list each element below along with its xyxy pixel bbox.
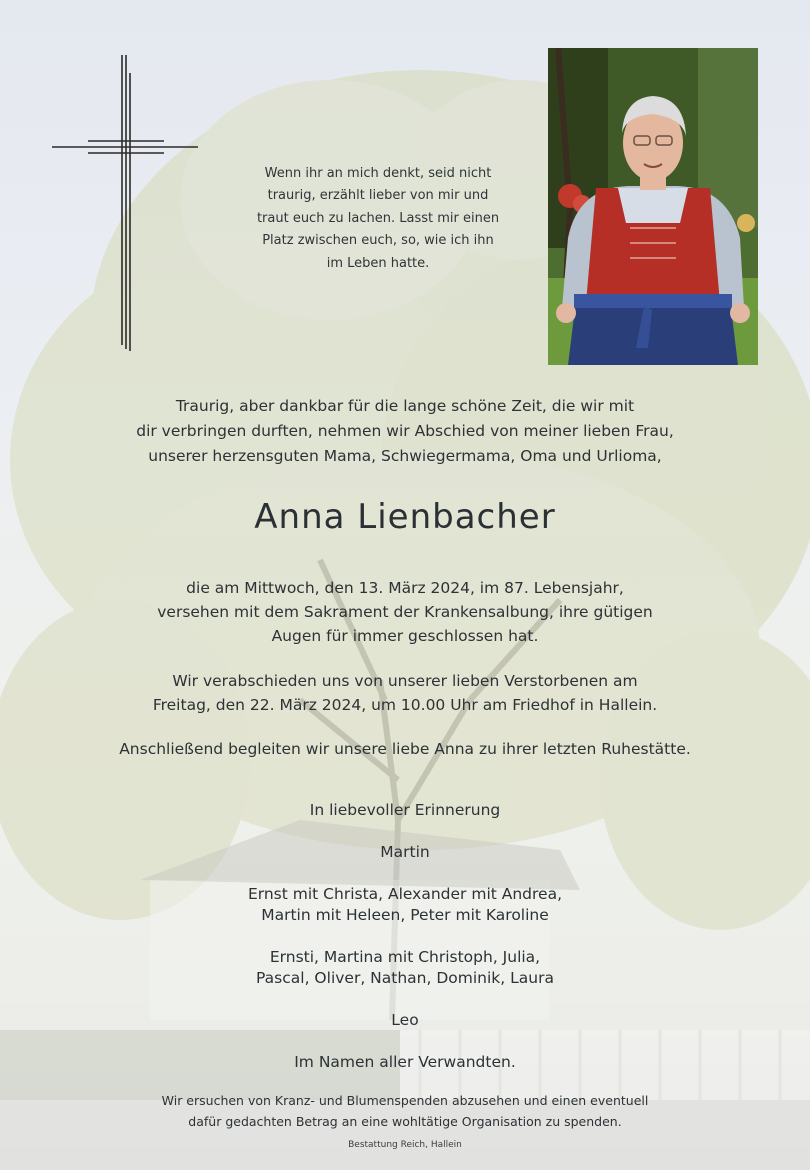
mourner-children-line: Martin mit Heleen, Peter mit Karoline xyxy=(261,906,549,924)
deceased-name: Anna Lienbacher xyxy=(254,497,556,537)
mourner-grandchildren-line: Pascal, Oliver, Nathan, Dominik, Laura xyxy=(256,969,554,987)
intro-line: dir verbringen durften, nehmen wir Abschied von meiner lieben Frau, xyxy=(136,422,674,440)
details-line: die am Mittwoch, den 13. März 2024, im 87. Lebensjahr, xyxy=(186,579,624,597)
cross-icon xyxy=(52,55,200,351)
request-line: Wir ersuchen von Kranz- und Blumenspenden abzusehen und einen eventuell xyxy=(161,1093,649,1108)
quote-line: traut euch zu lachen. Lasst mir einen xyxy=(256,210,500,226)
details-line: Augen für immer geschlossen hat. xyxy=(271,627,539,645)
mourner-great-grandchild: Leo xyxy=(391,1011,419,1029)
request-line: dafür gedachten Betrag an eine wohltätige Organisation zu spenden. xyxy=(188,1114,622,1129)
quote-line: Wenn ihr an mich denkt, seid nicht xyxy=(264,166,492,181)
quote-line: im Leben hatte. xyxy=(326,255,430,271)
donation-request xyxy=(40,1090,770,1132)
intro-line: Traurig, aber dankbar für die lange schöne Zeit, die wir mit xyxy=(175,397,635,415)
intro-line: unserer herzensguten Mama, Schwiegermama, Oma und Urlioma, xyxy=(148,447,662,465)
funeral-service-info xyxy=(40,669,770,717)
quote-line: traurig, erzählt lieber von mir und xyxy=(267,188,489,204)
memorial-quote xyxy=(222,163,534,275)
mourner-husband: Martin xyxy=(380,843,430,861)
mourner-grandchildren-line: Ernsti, Martina mit Christoph, Julia, xyxy=(269,948,541,966)
details-line: versehen mit dem Sakrament der Krankensalbung, ihre gütigen xyxy=(157,603,653,621)
mourners-closing: Im Namen aller Verwandten. xyxy=(294,1053,516,1071)
mourner-children-line: Ernst mit Christa, Alexander mit Andrea, xyxy=(247,885,563,903)
mourners-heading: In liebevoller Erinnerung xyxy=(309,801,501,819)
undertaker-credit: Bestattung Reich, Hallein xyxy=(348,1140,462,1150)
burial-note: Anschließend begleiten wir unsere liebe Anna zu ihrer letzten Ruhestätte. xyxy=(119,740,691,758)
intro-paragraph xyxy=(40,394,770,469)
portrait-photo xyxy=(548,48,758,365)
quote-line: Platz zwischen euch, so, wie ich ihn xyxy=(262,233,494,249)
mourners-list xyxy=(40,800,770,1073)
service-line: Wir verabschieden uns von unserer lieben Verstorbenen am xyxy=(172,672,638,690)
death-details xyxy=(40,576,770,648)
service-line: Freitag, den 22. März 2024, um 10.00 Uhr am Friedhof in Hallein. xyxy=(152,696,658,714)
